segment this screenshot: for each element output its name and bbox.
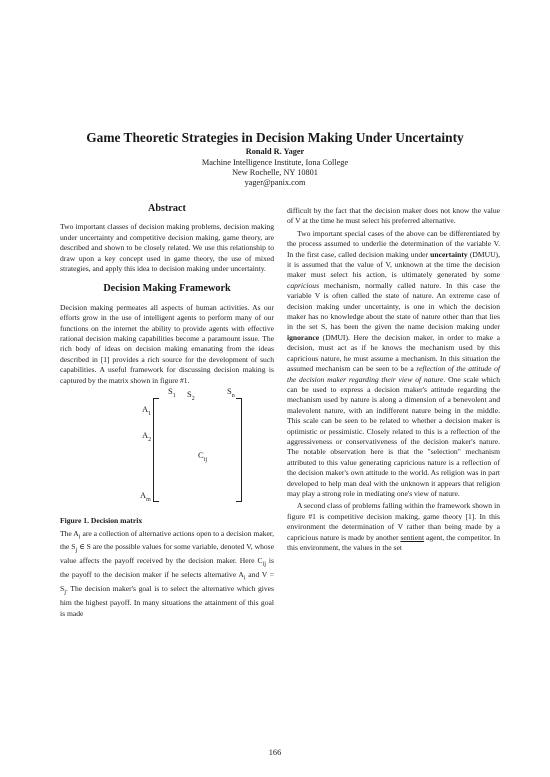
framework-paragraph: Decision making permeates all aspects of human activities. As our efforts grow in the use of intelligent agents to perform many of our functions on the internet the ability to provide agents with effective rational decision making capabilities become a paramount issue. The rich body of ideas on decision making emanating from the ideas described in [1] provides a rich source for the development of such capabilities. A useful framework for discussing decision making is captured by the matrix shown in figure #1. xyxy=(60,302,274,385)
section-heading: Decision Making Framework xyxy=(103,283,231,295)
matrix-right-bracket xyxy=(236,398,242,502)
figure-caption: Figure 1. Decision matrix xyxy=(60,516,143,526)
matrix-row-label: $A_1$ xyxy=(142,404,152,418)
affiliation-line-1: Machine Intelligence Institute, Iona College xyxy=(201,158,349,167)
game-theory-paragraph: A second class of problems falling within the framework shown in figure #1 is competitive decision making, game theory [1]. In this environment the determination of V rather than being made by a capricious nature is made by another sentient agent, the competitor. In this environment, the values in the set xyxy=(287,501,500,552)
affiliation-email: yager@panix.com xyxy=(244,178,306,187)
abstract-text: Two important classes of decision making problems, decision making under uncertainty and competitive decision making, game theory, are described and shown to be closely related. We use this relationship to draw upon a key concept used in game theory, the use of mixed strategies, and apply this idea to decision making under uncertainty. xyxy=(60,222,274,274)
left-column xyxy=(60,204,274,621)
matrix-description-paragraph: The $A_i$ are a collection of alternative actions open to a decision maker, the $S_j$ ∈ S are the possible values for some variable, denoted V, whose value affects the payoff received by the decision maker. Here $C_{ij}$ is the payoff to the decision maker if he selects alternative $A_i$ and $V = S_j$. The decision maker's goal is to select the alternative which gives him the highest payoff. In many situations the attainment of this goal is made xyxy=(60,528,275,618)
matrix-col-label: $S_1$ xyxy=(168,386,176,400)
decision-matrix xyxy=(60,386,274,512)
matrix-left-bracket xyxy=(153,398,159,502)
affiliation-line-2: New Rochelle, NY 10801 xyxy=(232,168,318,177)
paper-title: Game Theoretic Strategies in Decision Making Under Uncertainty xyxy=(86,130,464,145)
abstract-heading: Abstract xyxy=(148,203,186,214)
uncertainty-paragraph: Two important special cases of the above can be differentiated by the process assumed to underlie the determination of the variable V. In the first case, called decision making under uncertainty (DMUU), it is assumed that the value of V, unknown at the time the decision maker must select his action, is ultimately generated by some capricious mechanism, normally called nature. In this case the variable V is often called the state of nature. An extreme case of decision making under uncertainty, is one in which the decision maker has no knowledge about the state of nature other than that lies in the set S, has been the given the name decision making under ignorance (DMUI). Here the decision maker, in order to make a decision, must act as if he knows the mechanism used by this capricious nature, he must assume a mechanism. In this situation the assumed mechanism can be seen to be a reflection of the attitude of the decision maker regarding their view of nature. One scale which can be used to express a decision maker's attitude regarding the mechanism used by nature is along a dimension of a benevolent and malevolent nature, with an indifferent nature being in the middle. This scale can be seen to be related to whether a decision maker is optimistic or pessimistic. Closely related to this is a reflection of the aggressiveness or conservativeness of the decision maker's nature. The notable observation here is that the "selection" mechanism attributed to this value generating capricious nature is a reflection of the decision maker's own attitude to the world. As religion was in part developed to help man deal with the unknown it appears that religion may play a strong role in mediating one's view of nature. xyxy=(287,228,500,498)
matrix-row-label: $A_m$ xyxy=(140,490,151,504)
matrix-col-label: $S_2$ xyxy=(187,389,195,403)
right-column xyxy=(287,206,500,555)
continued-paragraph: difficult by the fact that the decision maker does not know the value of V at the time he must select his preferred alternative. xyxy=(287,206,500,226)
page-number: 166 xyxy=(268,748,282,757)
matrix-row-label: $A_2$ xyxy=(142,430,152,444)
matrix-cell-label: $C_{ij}$ xyxy=(198,450,208,464)
author-name: Ronald R. Yager xyxy=(245,147,305,156)
matrix-col-label: $S_n$ xyxy=(227,386,235,400)
